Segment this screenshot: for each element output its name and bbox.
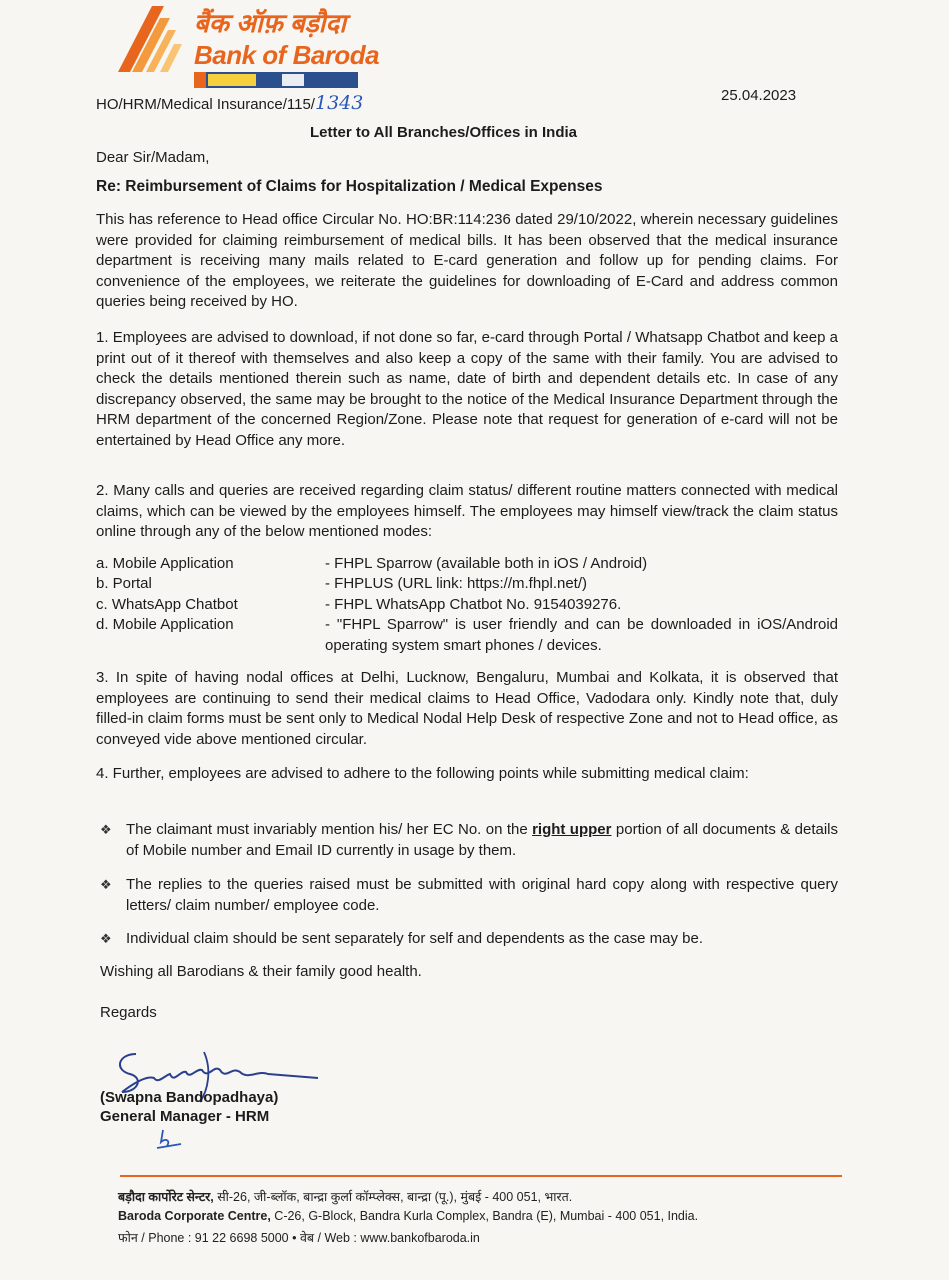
letter-page: बैंक ऑफ़ बड़ौदा Bank of Baroda HO/HRM/Medical Insurance/115/1343 25.04.2023 Letter to All Branches/Offices in India Dear Sir/Madam, Re: Reimbursement of Claims for Hospitalization / Medical Expenses This has reference to Head office Circular No. HO:BR:114:236 dated 29/10/2022, wherein necessary guidelines were provided for claiming reimbursement of medical bills. It has been observed that the medical insurance department is receiving many mails related to E-card generation and follow up for pending claims. For convenience of the employees, we reiterate the guidelines for downloading of E-Card and address common queries being received by HO. 1. Employees are advised to download, if not done so far, e-card through Portal / Whatsapp Chatbot and keep a print out of it thereof with themselves and also keep a copy of the same with their family. You are advised to check the details mentioned therein such as name, date of birth and dependent details etc. In case of any discrepancy observed, the same may be brought to the notice of the Medical Insurance Department through the HRM department of the concerned Region/Zone. Please note that request for generation of e-card will not be entertained by Head Office any more. 2. Many calls and queries are received regarding claim status/ different routine matters connected with medical claims, which can be viewed by the employees himself. The employees may himself view/track the claim status online through any of the below mentioned modes: a. Mobile Application - FHPL Sparrow (available both in iOS / Android) b. Portal - FHPLUS (URL link: https://m.fhpl.net/) c. WhatsApp Chatbot - FHPL WhatsApp Chatbot No. 9154039276. d. Mobile Application - "FHPL Sparrow" is user friendly and can be downloaded in iOS/Android operating system smart phones / devices. 3. In spite of having nodal offices at Delhi, Lucknow, Bengaluru, Mumbai and Kolkata, it is observed that employees are continuing to send their medical claims to Head Office, Vadodara only. Kindly note that, duly filled-in claim forms must be sent only to Medical Nodal Help Desk of respective Zone and not to Head office, as conveyed vide above mentioned circular. 4. Further, employees are advised to adhere to the following points while submitting medical claim: ❖ The claimant must invariably mention his/ her EC No. on the right upper portion of all documents & details of Mobile number and Email ID currently in usage by them. ❖ The replies to the queries raised must be submitted with original hard copy along with respective query letters/ claim number/ employee code. ❖ Individual claim should be sent separately for self and dependents as the case may be. Wishing all Barodians & their family good health. Regards (Swapna Bandopadhaya) General Manager - HRM बड़ौदा कार्पोरेट सेन्टर, सी-26, जी-ब्लॉक, बान्द्रा कुर्ला कॉम्प्लेक्स, बान्द्रा (पू.), मुंबई - 400 051, भारत. Baroda Corporate Centre, C-26, G-Block, Bandra Kurla Complex, Bandra (E), Mumbai - 400 051, India. फोन / Phone : 91 22 6698 5000 • वेब / Web : www.bankofbaroda.in <box>0 0 949 1280</box>
diamond-bullet-icon: ❖ <box>100 931 112 946</box>
bank-logo <box>112 2 380 90</box>
salutation: Dear Sir/Madam, <box>96 149 210 166</box>
mode-value: - FHPL WhatsApp Chatbot No. 9154039276. <box>325 596 622 613</box>
emphasis-text: right upper <box>532 821 612 838</box>
diamond-bullet-icon: ❖ <box>100 877 112 892</box>
handwritten-initial-icon <box>155 1128 185 1154</box>
intro-paragraph: This has reference to Head office Circular No. HO:BR:114:236 dated 29/10/2022, wherein necessary guidelines were provided for claiming reimbursement of medical bills. It has been observed that the medical insurance department is receiving many mails related to E-card generation and follow up for pending claims. For convenience of the employees, we reiterate the guidelines for downloading of E-Card and address common queries being received by HO. <box>96 211 838 310</box>
signatory-name: (Swapna Bandopadhaya) <box>100 1089 279 1106</box>
logo-strip <box>194 72 358 88</box>
paragraph-2: 2. Many calls and queries are received regarding claim status/ different routine matters connected with medical claims, which can be viewed by the employees himself. The employees may himself view/track the claim status online through any of the below mentioned modes: <box>96 482 838 540</box>
diamond-bullet-icon: ❖ <box>100 822 112 837</box>
footer-address-hindi: बड़ौदा कार्पोरेट सेन्टर, सी-26, जी-ब्लॉक, बान्द्रा कुर्ला कॉम्प्लेक्स, बान्द्रा (पू.), मुंबई - 400 051, भारत. <box>118 1190 573 1204</box>
subject-line: Re: Reimbursement of Claims for Hospitalization / Medical Expenses <box>96 178 603 195</box>
footer-divider <box>120 1175 842 1177</box>
mode-value: - FHPL Sparrow (available both in iOS / Android) <box>325 555 648 572</box>
letter-heading: Letter to All Branches/Offices in India <box>310 124 577 141</box>
closing-wish: Wishing all Barodians & their family good health. <box>100 963 422 980</box>
mode-label: b. Portal <box>96 575 152 592</box>
paragraph-3: 3. In spite of having nodal offices at Delhi, Lucknow, Bengaluru, Mumbai and Kolkata, it is observed that employees are continuing to send their medical claims to Head Office, Vadodara only. Kindly note that, duly filled-in claim forms must be sent only to Medical Nodal Help Desk of respective Zone and not to Head office, as conveyed vide above mentioned circular. <box>96 669 838 748</box>
mode-value: - FHPLUS (URL link: https://m.fhpl.net/) <box>325 575 588 592</box>
paragraph-1: 1. Employees are advised to download, if not done so far, e-card through Portal / Whatsapp Chatbot and keep a print out of it thereof with themselves and also keep a copy of the same with their family. You are advised to check the details mentioned therein such as name, date of birth and dependent details etc. In case of any discrepancy observed, the same may be brought to the notice of the Medical Insurance Department through the HRM department of the concerned Region/Zone. Please note that request for generation of e-card will not be entertained by Head Office any more. <box>96 329 838 449</box>
reference-number: HO/HRM/Medical Insurance/115/1343 <box>96 92 364 114</box>
mode-label: a. Mobile Application <box>96 555 234 572</box>
baroda-sun-logo-icon <box>112 2 186 76</box>
letter-date: 25.04.2023 <box>721 87 797 104</box>
signatory-designation: General Manager - HRM <box>100 1108 270 1125</box>
mode-label: c. WhatsApp Chatbot <box>96 596 238 613</box>
bank-name-hindi: बैंक ऑफ़ बड़ौदा <box>194 8 346 38</box>
footer-contact: फोन / Phone : 91 22 6698 5000 • वेब / Web : www.bankofbaroda.in <box>118 1231 480 1245</box>
regards: Regards <box>100 1004 157 1021</box>
mode-value: - "FHPL Sparrow" is user friendly and can be downloaded in iOS/Android operating system smart phones / devices. <box>325 616 838 654</box>
footer-address: Baroda Corporate Centre, C-26, G-Block, Bandra Kurla Complex, Bandra (E), Mumbai - 400 051, India. <box>118 1209 699 1223</box>
handwritten-number: 1343 <box>314 92 364 114</box>
mode-label: d. Mobile Application <box>96 616 234 633</box>
bank-name: Bank of Baroda <box>194 40 380 70</box>
paragraph-4: 4. Further, employees are advised to adhere to the following points while submitting medical claim: <box>96 765 749 782</box>
